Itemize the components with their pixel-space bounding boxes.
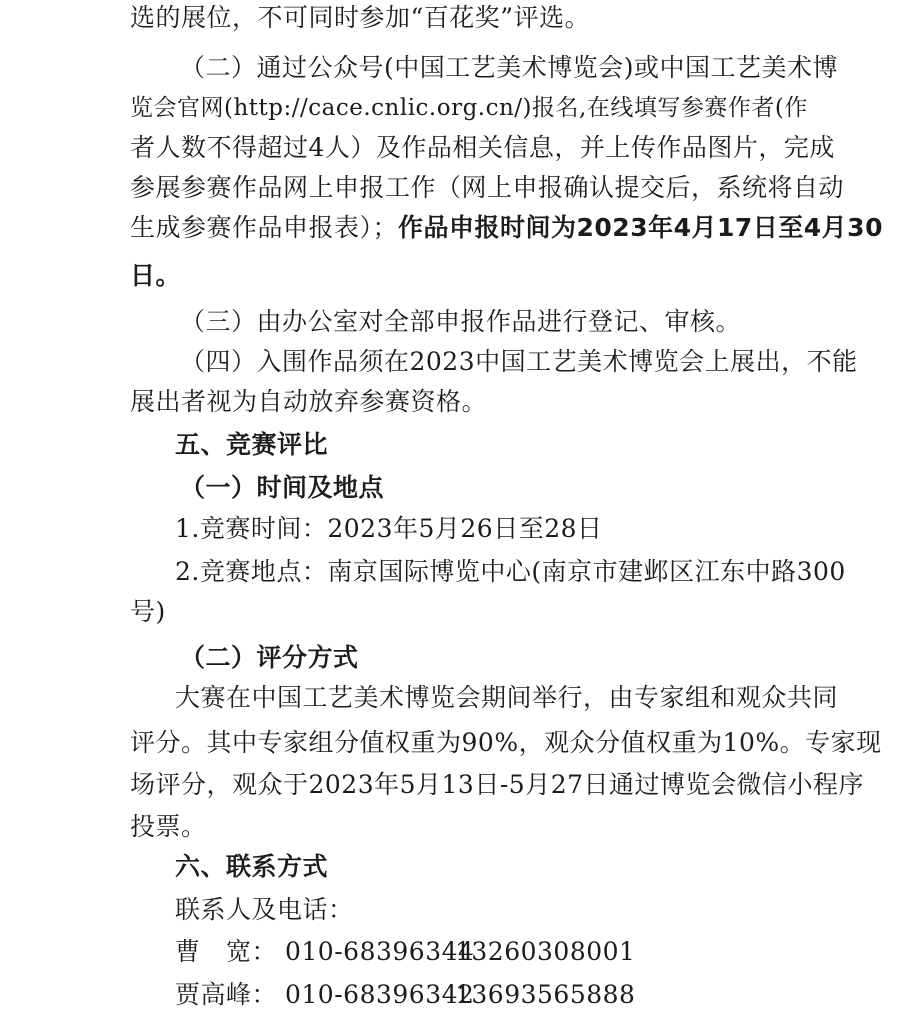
subsection-heading: （一）时间及地点 [180, 473, 385, 502]
text-line: 联系人及电话： [175, 895, 354, 924]
section-heading: 六、联系方式 [175, 852, 329, 881]
text-line: 1.竞赛时间：2023年5月26日至28日 [175, 514, 603, 543]
deadline-text: 作品申报时间为2023年4月17日至4月30 [398, 213, 883, 242]
contact-phone: 010-68396344 [285, 937, 475, 966]
text-line: 投票。 [130, 812, 207, 841]
contact-mobile: 13693565888 [455, 980, 636, 1009]
text-line [130, 213, 883, 243]
text-line: （四）入围作品须在2023中国工艺美术博览会上展出，不能 [180, 347, 858, 376]
contact-phone: 010-68396342 [285, 980, 475, 1009]
contact-row [175, 937, 635, 967]
text-line: 日。 [130, 261, 182, 290]
contact-row [175, 980, 635, 1010]
text-line: （三）由办公室对全部申报作品进行登记、审核。 [180, 307, 742, 336]
text-line: 展出者视为自动放弃参赛资格。 [130, 387, 488, 416]
text-line: 参展参赛作品网上申报工作（网上申报确认提交后，系统将自动 [130, 173, 845, 202]
text-line: 者人数不得超过4人）及作品相关信息，并上传作品图片，完成 [130, 133, 835, 162]
text-segment: 生成参赛作品申报表）； [130, 213, 399, 242]
contact-name: 贾高峰： [175, 980, 278, 1009]
text-line: 选的展位，不可同时参加“百花奖”评选。 [130, 3, 591, 32]
text-line: （二）通过公众号(中国工艺美术博览会)或中国工艺美术博 [180, 53, 839, 82]
text-line: 评分。其中专家组分值权重为90%，观众分值权重为10%。专家现 [130, 728, 882, 757]
text-line: 号) [130, 597, 166, 626]
text-line: 大赛在中国工艺美术博览会期间举行，由专家组和观众共同 [175, 683, 839, 712]
section-heading: 五、竞赛评比 [175, 430, 329, 459]
text-line: 2.竞赛地点：南京国际博览中心(南京市建邺区江东中路300 [175, 557, 846, 586]
contact-name: 曹 宽： [175, 937, 278, 966]
text-line: 场评分，观众于2023年5月13日-5月27日通过博览会微信小程序 [130, 770, 865, 799]
text-line: 览会官网(http://cace.cnlic.org.cn/)报名,在线填写参赛作者(作 [130, 95, 808, 121]
contact-mobile: 13260308001 [455, 937, 636, 966]
subsection-heading: （二）评分方式 [180, 643, 359, 672]
